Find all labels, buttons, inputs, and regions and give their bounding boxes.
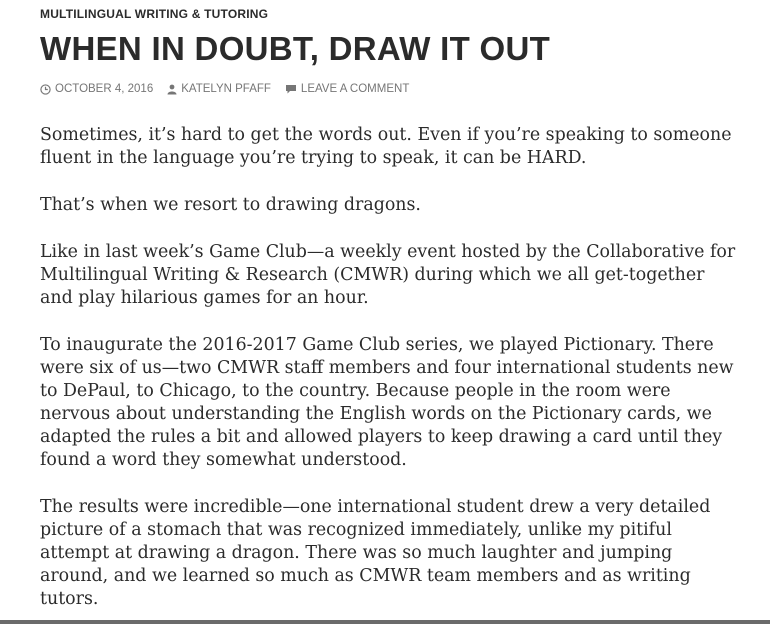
paragraph: Like in last week’s Game Club—a weekly event hosted by the Collaborative for Multilingual Writing & Research (CMWR) during which we all get-together and play hilarious games for an hour. bbox=[40, 242, 736, 308]
paragraph: Sometimes, it’s hard to get the words out. Even if you’re speaking to someone fluent in the language you’re trying to speak, it can be HARD. bbox=[40, 125, 732, 168]
post-meta bbox=[40, 81, 740, 97]
paragraph: That’s when we resort to drawing dragons. bbox=[40, 195, 421, 215]
clock-icon bbox=[40, 84, 51, 95]
post-date-text[interactable]: OCTOBER 4, 2016 bbox=[55, 83, 154, 95]
leave-comment-link[interactable]: LEAVE A COMMENT bbox=[300, 83, 410, 95]
article bbox=[40, 0, 740, 635]
post-date[interactable] bbox=[40, 81, 153, 97]
post-content bbox=[40, 124, 740, 611]
post-title: WHEN IN DOUBT, DRAW IT OUT bbox=[40, 30, 551, 67]
paragraph: The results were incredible—one international student drew a very detailed picture of a stomach that was recognized immediately, unlike my pitiful attempt at drawing a dragon. There was so much laughter and jumping around, and we learned so much as CMWR team members and as writing tutors. bbox=[40, 497, 711, 609]
person-icon bbox=[167, 84, 177, 95]
post-comment[interactable] bbox=[285, 81, 409, 97]
paragraph: To inaugurate the 2016-2017 Game Club series, we played Pictionary. There were six of us—two CMWR staff members and four international students new to DePaul, to Chicago, to the country. Because people in the room were nervous about understanding the English words on the Pictionary cards, we adapted the rules a bit and allowed players to keep drawing a card until they found a word they somewhat understood. bbox=[40, 335, 734, 470]
post-author-text[interactable]: KATELYN PFAFF bbox=[181, 83, 271, 95]
window-bottom-edge bbox=[0, 620, 770, 624]
post-category-link[interactable]: MULTILINGUAL WRITING & TUTORING bbox=[40, 7, 269, 21]
speech-bubble-icon bbox=[285, 84, 297, 95]
post-author[interactable] bbox=[167, 81, 271, 97]
